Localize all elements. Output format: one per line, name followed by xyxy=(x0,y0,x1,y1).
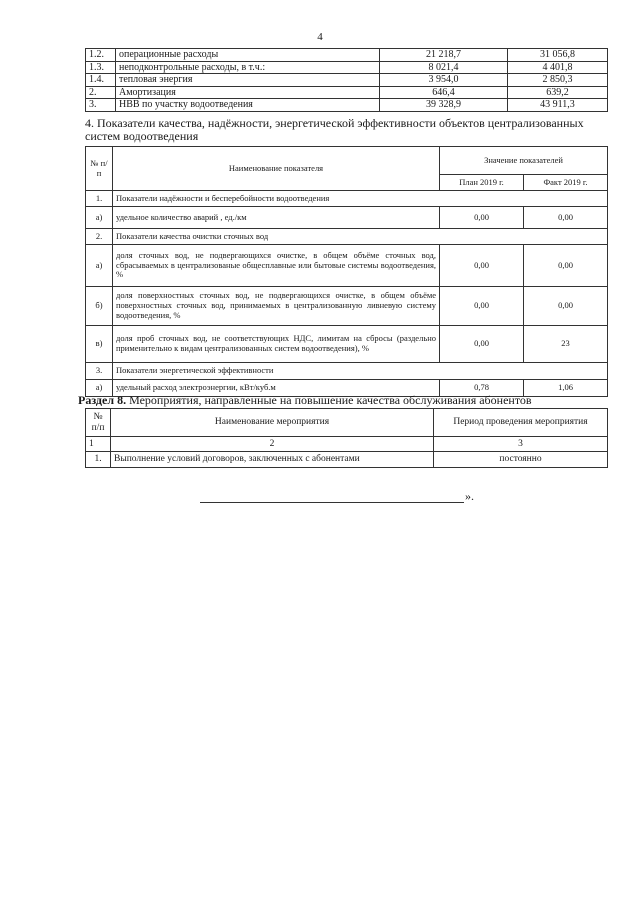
row-number: 3. xyxy=(86,99,116,112)
row-number: а) xyxy=(86,380,113,397)
section-8-text: Мероприятия, направленные на повышение качества обслуживания абонентов xyxy=(126,393,532,407)
fact-value: 0,00 xyxy=(524,207,608,229)
closing-quote: ». xyxy=(465,489,474,503)
fact-value: 4 401,8 xyxy=(508,61,608,74)
col-header-activity: Наименование мероприятия xyxy=(111,409,434,437)
table-row xyxy=(86,99,608,112)
quality-indicators-table xyxy=(85,146,608,397)
activity-name: Выполнение условий договоров, заключенных с абонентами xyxy=(111,452,434,468)
plan-value: 3 954,0 xyxy=(380,74,508,87)
row-number: в) xyxy=(86,326,113,363)
row-name: тепловая энергия xyxy=(116,74,380,87)
col-header-values: Значение показателей xyxy=(440,147,608,175)
table-row xyxy=(86,86,608,99)
row-number: 2. xyxy=(86,86,116,99)
activity-period: постоянно xyxy=(434,452,608,468)
row-number: 1.3. xyxy=(86,61,116,74)
index-cell: 2 xyxy=(111,437,434,452)
row-name: НВВ по участку водоотведения xyxy=(116,99,380,112)
col-header-fact: Факт 2019 г. xyxy=(524,175,608,191)
page-number: 4 xyxy=(317,31,323,43)
fact-value: 23 xyxy=(524,326,608,363)
table-header-row xyxy=(86,409,608,437)
row-number: 1. xyxy=(86,191,113,207)
row-number: 3. xyxy=(86,363,113,380)
row-name: операционные расходы xyxy=(116,49,380,62)
fact-value: 43 911,3 xyxy=(508,99,608,112)
column-index-row xyxy=(86,437,608,452)
table-row xyxy=(86,287,608,326)
table-row xyxy=(86,326,608,363)
col-header-period: Период проведения мероприятия xyxy=(434,409,608,437)
group-row xyxy=(86,363,608,380)
plan-value: 39 328,9 xyxy=(380,99,508,112)
activities-table xyxy=(85,408,608,468)
table-row xyxy=(86,74,608,87)
table-row xyxy=(86,49,608,62)
fact-value: 639,2 xyxy=(508,86,608,99)
col-header-plan: План 2019 г. xyxy=(440,175,524,191)
group-row xyxy=(86,229,608,245)
table-row xyxy=(86,61,608,74)
col-header-number: № п/п xyxy=(86,409,111,437)
plan-value: 21 218,7 xyxy=(380,49,508,62)
row-name: доля сточных вод, не подвергающихся очистке, в общем объёме сточных вод, сбрасываемых в централизованые общесплавные или бытовые системы водоотведения, % xyxy=(113,245,440,287)
row-name: Амортизация xyxy=(116,86,380,99)
col-header-name: Наименование показателя xyxy=(113,147,440,191)
row-name: неподконтрольные расходы, в т.ч.: xyxy=(116,61,380,74)
row-name: доля поверхностных сточных вод, не подвергающихся очистке, в общем объёме поверхностных сточных вод, принимаемых в централизованную ливневую систему водоотведения, % xyxy=(113,287,440,326)
section-8-label: Раздел 8. xyxy=(78,393,127,407)
group-title: Показатели качества очистки сточных вод xyxy=(113,229,608,245)
plan-value: 0,00 xyxy=(440,287,524,326)
fact-value: 0,00 xyxy=(524,245,608,287)
row-number: 1.2. xyxy=(86,49,116,62)
fact-value: 1,06 xyxy=(524,380,608,397)
index-cell: 3 xyxy=(434,437,608,452)
finance-table xyxy=(85,48,608,112)
row-number: 2. xyxy=(86,229,113,245)
plan-value: 646,4 xyxy=(380,86,508,99)
table-header-row xyxy=(86,147,608,175)
index-cell: 1 xyxy=(86,437,111,452)
group-row xyxy=(86,191,608,207)
row-number: 1.4. xyxy=(86,74,116,87)
col-header-number: № п/п xyxy=(86,147,113,191)
fact-value: 31 056,8 xyxy=(508,49,608,62)
fact-value: 2 850,3 xyxy=(508,74,608,87)
plan-value: 0,78 xyxy=(440,380,524,397)
section-4-title: 4. Показатели качества, надёжности, энергетической эффективности объектов централизованных систем водоотведения xyxy=(85,116,584,143)
table-row xyxy=(86,207,608,229)
row-number: а) xyxy=(86,245,113,287)
closing-underline xyxy=(200,502,464,503)
row-number: б) xyxy=(86,287,113,326)
plan-value: 8 021,4 xyxy=(380,61,508,74)
row-name: удельное количество аварий , ед./км xyxy=(113,207,440,229)
row-number: 1. xyxy=(86,452,111,468)
row-name: удельный расход электроэнергии, кВт/куб.м xyxy=(113,380,440,397)
row-name: доля проб сточных вод, не соответствующих НДС, лимитам на сбросы (раздельно применительно к видам централизованных систем водоотведения), % xyxy=(113,326,440,363)
fact-value: 0,00 xyxy=(524,287,608,326)
section-8-title xyxy=(78,394,618,407)
group-title: Показатели надёжности и бесперебойности водоотведения xyxy=(113,191,608,207)
plan-value: 0,00 xyxy=(440,207,524,229)
row-number: а) xyxy=(86,207,113,229)
plan-value: 0,00 xyxy=(440,326,524,363)
table-row xyxy=(86,452,608,468)
plan-value: 0,00 xyxy=(440,245,524,287)
group-title: Показатели энергетической эффективности xyxy=(113,363,608,380)
table-row xyxy=(86,245,608,287)
